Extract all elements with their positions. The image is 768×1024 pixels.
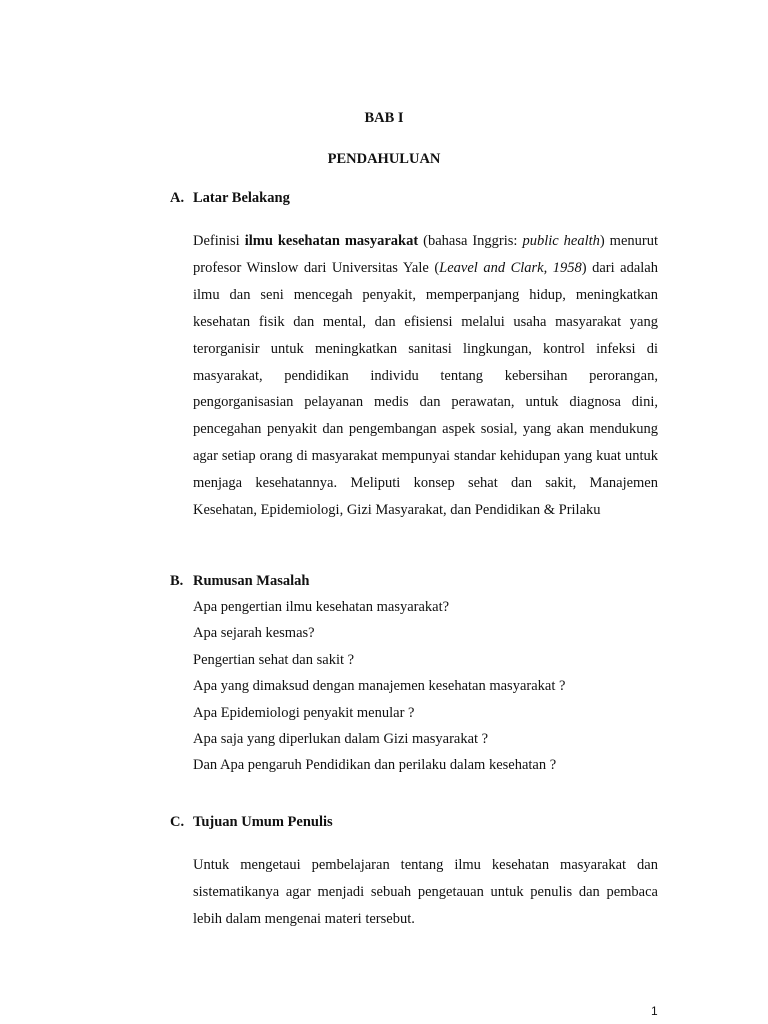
paragraph-text: (bahasa Inggris: xyxy=(418,233,523,249)
list-item: Dan Apa pengaruh Pendidikan dan perilaku dalam kesehatan ? xyxy=(193,757,557,774)
problem-list xyxy=(193,594,673,779)
list-item: Pengertian sehat dan sakit ? xyxy=(193,651,355,668)
chapter-title: PENDAHULUAN xyxy=(327,151,441,167)
citation: Leavel and Clark, 1958 xyxy=(439,259,582,276)
section-c-heading xyxy=(170,814,333,831)
section-b-heading xyxy=(170,573,309,590)
list-item: Apa Epidemiologi penyakit menular ? xyxy=(193,704,415,721)
paragraph-text: ) dari adalah ilmu dan seni mencegah penyakit, memperpanjang hidup, meningkatkan kesehatan fisik dan mental, dan efisiensi melalui usaha masyarakat yang terorganisir untuk meningkatkan sanitasi lingkungan, kontrol infeksi di masyarakat, pendidikan individu tentang kebersihan perorangan, pengorganisasian pelayanan medis dan perawatan, untuk diagnosa dini, pencegahan penyakit dan pengembangan aspek sosial, yang akan mendukung agar setiap orang di masyarakat mempunyai standar kehidupan yang kuat untuk menjaga kesehatannya. Meliputi konsep sehat dan sakit, Manajemen Kesehatan, Epidemiologi, Gizi Masyarakat, dan Pendidikan & Prilaku xyxy=(193,259,658,519)
section-a-title: Latar Belakang xyxy=(193,190,290,206)
term-bold: ilmu kesehatan masyarakat xyxy=(244,233,419,249)
chapter-number: BAB I xyxy=(364,110,404,126)
section-c-paragraph: Untuk mengetaui pembelajaran tentang ilmu kesehatan masyarakat dan sistematikanya agar menjadi sebuah pengetauan untuk penulis dan pembaca lebih dalam mengenai materi tersebut. xyxy=(193,857,658,927)
section-a-letter: A. xyxy=(170,190,185,206)
term-english: public health xyxy=(522,233,600,249)
list-item: Apa pengertian ilmu kesehatan masyarakat? xyxy=(193,599,450,615)
section-c-title: Tujuan Umum Penulis xyxy=(193,814,333,830)
page-number: 1 xyxy=(651,1004,658,1018)
paragraph-text: Definisi xyxy=(193,233,245,249)
list-item: Apa saja yang diperlukan dalam Gizi masyarakat ? xyxy=(193,730,489,747)
section-a-heading xyxy=(170,190,290,207)
section-a-paragraph xyxy=(193,228,658,524)
list-item: Apa yang dimaksud dengan manajemen kesehatan masyarakat ? xyxy=(193,678,566,695)
list-item: Apa sejarah kesmas? xyxy=(193,625,315,642)
paragraph-text: ) menurut profesor Winslow dari Universitas Yale ( xyxy=(193,233,659,276)
section-b-title: Rumusan Masalah xyxy=(193,573,310,589)
section-b-letter: B. xyxy=(170,573,184,589)
section-c-letter: C. xyxy=(170,814,185,830)
